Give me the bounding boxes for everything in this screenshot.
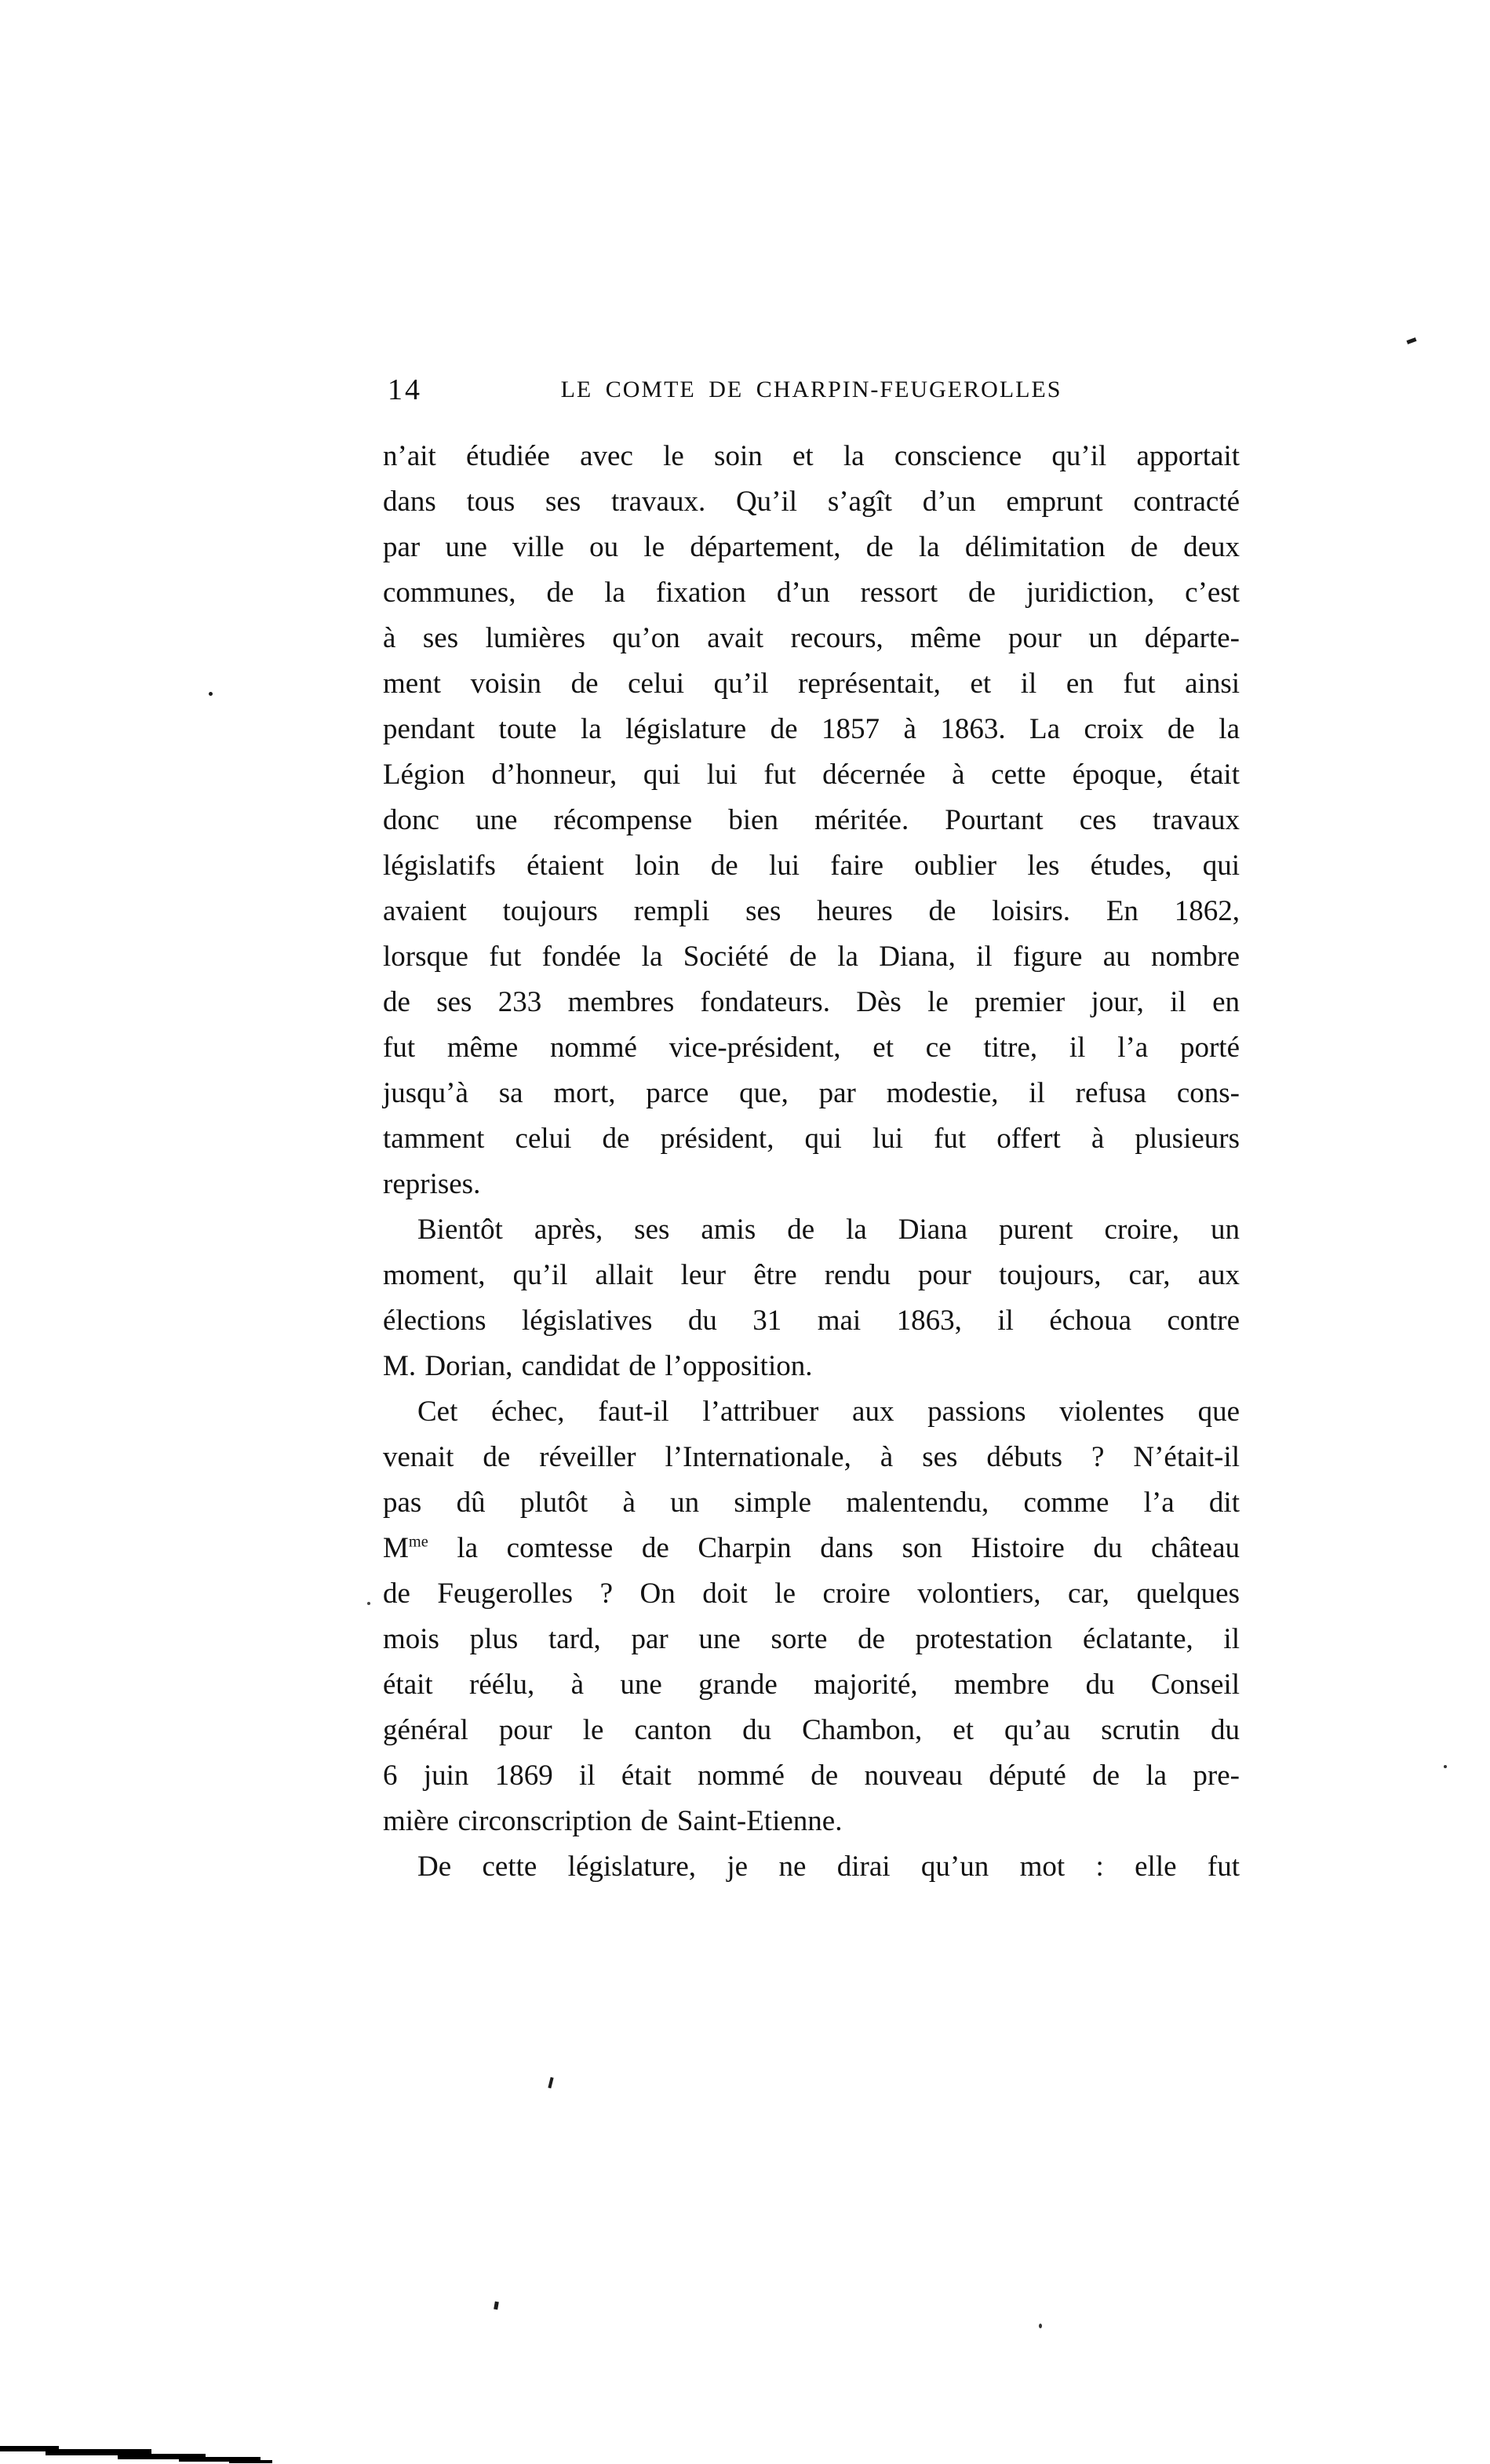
text-line: était réélu, à une grande majorité, membre du Conseil [383, 1669, 1240, 1701]
running-title: LE COMTE DE CHARPIN-FEUGEROLLES [560, 377, 1062, 402]
page-header [383, 373, 1240, 408]
text-line: élections législatives du 31 mai 1863, il échoua contre [383, 1305, 1240, 1337]
text-line: Bientôt après, ses amis de la Diana purent croire, un [417, 1214, 1240, 1246]
text-line: Légion d’honneur, qui lui fut décernée à cette époque, était [383, 759, 1240, 791]
text-line: fut même nommé vice-président, et ce titre, il l’a porté [383, 1032, 1240, 1064]
text-line: communes, de la fixation d’un ressort de juridiction, c’est [383, 577, 1240, 609]
ink-speck [1039, 2324, 1042, 2328]
text-line: jusqu’à sa mort, parce que, par modestie, il refusa cons- [383, 1077, 1240, 1109]
ink-speck [1444, 1765, 1447, 1768]
ink-speck [494, 2302, 499, 2310]
text-line: de Feugerolles ? On doit le croire volontiers, car, quelques [383, 1578, 1240, 1610]
text-line: donc une récompense bien méritée. Pourtant ces travaux [383, 804, 1240, 836]
ink-speck [367, 1602, 370, 1605]
text-line: tamment celui de président, qui lui fut offert à plusieurs [383, 1123, 1240, 1155]
text-line: de ses 233 membres fondateurs. Dès le premier jour, il en [383, 986, 1240, 1018]
text-line: pendant toute la législature de 1857 à 1863. La croix de la [383, 713, 1240, 745]
text-line: mière circonscription de Saint-Etienne. [383, 1805, 843, 1837]
text-line: M. Dorian, candidat de l’opposition. [383, 1350, 813, 1382]
text-line: à ses lumières qu’on avait recours, même pour un départe- [383, 622, 1240, 654]
scan-edge-line [229, 2460, 272, 2463]
text-line: 6 juin 1869 il était nommé de nouveau député de la pre- [383, 1760, 1240, 1792]
text-line: n’ait étudiée avec le soin et la conscience qu’il apportait [383, 440, 1240, 472]
ink-speck [209, 692, 213, 696]
text-line: général pour le canton du Chambon, et qu’au scrutin du [383, 1714, 1240, 1746]
text-line: Cet échec, faut-il l’attribuer aux passions violentes que [417, 1396, 1240, 1428]
text-line: législatifs étaient loin de lui faire oublier les études, qui [383, 850, 1240, 882]
text-line: moment, qu’il allait leur être rendu pour toujours, car, aux [383, 1259, 1240, 1291]
text-line: venait de réveiller l’Internationale, à ses débuts ? N’était-il [383, 1441, 1240, 1473]
text-line: reprises. [383, 1168, 481, 1200]
text-line: De cette législature, je ne dirai qu’un mot : elle fut [417, 1851, 1240, 1883]
text-line: ment voisin de celui qu’il représentait, et il en fut ainsi [383, 668, 1240, 700]
text-block [383, 434, 1240, 1890]
text-line: lorsque fut fondée la Société de la Diana, il figure au nombre [383, 941, 1240, 973]
text-line: dans tous ses travaux. Qu’il s’agît d’un emprunt contracté [383, 486, 1240, 518]
text-line: avaient toujours rempli ses heures de loisirs. En 1862, [383, 895, 1240, 927]
text-line: par une ville ou le département, de la délimitation de deux [383, 531, 1240, 563]
text-line: mois plus tard, par une sorte de protestation éclatante, il [383, 1623, 1240, 1655]
text-line: $M^{me}$ la comtesse de Charpin dans son Histoire du château [383, 1532, 1240, 1564]
ink-speck [1407, 337, 1417, 344]
page-number: 14 [388, 373, 422, 406]
ink-speck [548, 2077, 553, 2089]
text-line: pas dû plutôt à un simple malentendu, comme l’a dit [383, 1487, 1240, 1519]
